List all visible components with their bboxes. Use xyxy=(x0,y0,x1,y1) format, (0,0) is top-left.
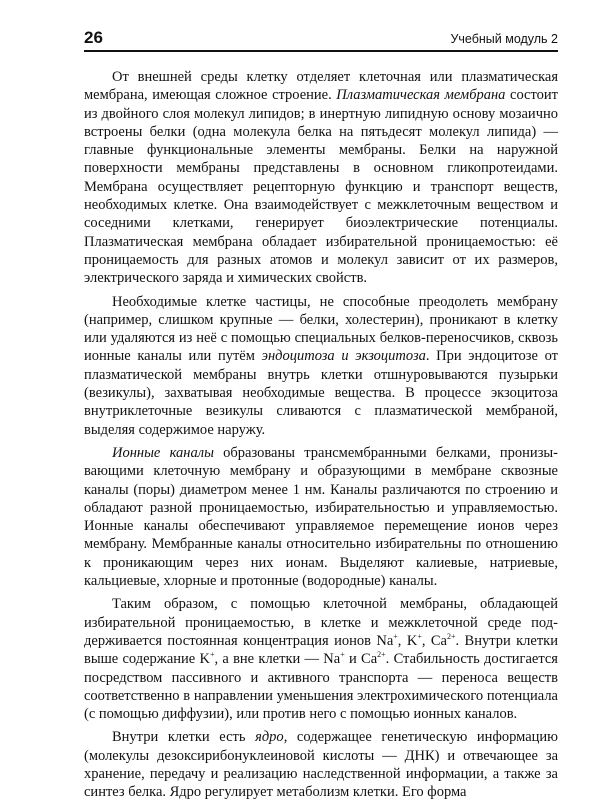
page-number: 26 xyxy=(84,28,103,47)
paragraph-nucleus xyxy=(84,728,558,801)
text-run: , K xyxy=(397,632,418,649)
text-run: . При эндоцитозе от плазматической мембраны внутрь клетки отшнуровываются пузырьки (везикулы), захватывая необходимые вещества. В процессе экзоцитоза внутриклеточные везикулы сливаются с плазматической мембраной, выделяя содержимое наружу. xyxy=(84,348,559,438)
italic-term: эндоцитоза и экзоцитоза xyxy=(261,348,426,365)
text-run: . Внутри клетки выше содержание K xyxy=(84,632,558,668)
superscript-charge: + xyxy=(393,631,398,641)
text-run: , Ca xyxy=(421,632,447,649)
running-head: Учебный модуль 2 xyxy=(450,32,558,46)
paragraph-plasma-membrane xyxy=(84,68,558,288)
page-header xyxy=(84,28,558,52)
text-run: состоит из двойного слоя молекул липидов; в инертную липидную основу мозаично встроены белки (одна молекула белка на пятьдесят молекул липида) — главные функциональные элементы мембраны. Белки на наружной поверхности мембраны представлены в основном гликопротеидами. Мембрана осуществляет рецепторную функцию и транспорт веществ, необходимых клетке. Она взаимодействует с межклеточным веществом и соседними клетками, генерирует биоэлектрические потенциалы. Плазматическая мембрана обладает избирательной проницаемостью: её проницаемость для разных атомов и молекул зависит от их размеров, электрического заряда и химических свойств. xyxy=(84,87,558,287)
italic-term: Плазматическая мембрана xyxy=(336,87,506,104)
text-run: Таким образом, с помощью клеточной мембраны, обладающей избирательной проницаемостью, в клетке и межклеточной среде поддерживается постоянная концентрация ионов Na xyxy=(84,596,558,649)
text-run: От внешней среды клетку отделяет клеточная или плазматическая мембрана, имеющая сложное строение. xyxy=(84,69,558,104)
body-text xyxy=(84,68,558,802)
text-run: , а вне клетки — Na xyxy=(214,651,341,668)
text-run: . Стабильность достигается посредством пассивного и активного транспорта — переноса веществ соответственно в направлении уменьшения электрохимического потенциала (с помощью диффузии), или против него с помощью ионных каналов. xyxy=(84,651,558,723)
superscript-charge: + xyxy=(340,650,345,660)
paragraph-endocytosis xyxy=(84,293,558,439)
text-run: образованы трансмембранными белками, пронизывающими клеточную мембрану и образующими в мембране сквозные каналы (поры) диаметром менее 1 нм. Каналы различаются по строению и обладают разной проницаемостью, избирательностью и управляемостью. Ионные каналы обеспечивают управляемое перемещение ионов через мембрану. Мембранные каналы относительно избирательны по отношению к проникающим через них ионам. Выделяют калиевые, натриевые, кальциевые, хлорные и протонные (водородные) каналы. xyxy=(84,444,559,590)
superscript-charge: + xyxy=(417,631,422,641)
superscript-charge: + xyxy=(209,650,215,660)
italic-term: Ионные каналы xyxy=(112,444,214,461)
text-run: и Ca xyxy=(344,651,378,668)
text-run: Внутри клетки есть xyxy=(112,729,256,746)
paragraph-ion-concentration xyxy=(84,595,558,723)
superscript-charge: 2+ xyxy=(446,631,456,641)
superscript-charge: 2+ xyxy=(377,650,386,660)
italic-term: ядро xyxy=(255,729,284,746)
paragraph-ion-channels xyxy=(84,444,558,590)
text-run: , содержащее генетическую информацию (молекулы дезоксирибонуклеиновой кислоты — ДНК) и отвечающее за хранение, передачу и реализацию наследственной информации, а также за синтез белка. Ядро регулирует метаболизм клетки. Его форма xyxy=(84,729,558,801)
text-run: Необходимые клетке частицы, не способные преодолеть мембрану (например, слишком крупные — белки, холестерин), проникают в клетку или удаляются из неё с помощью специальных белков-переносчиков, сквозь ионные каналы или путём xyxy=(84,293,558,365)
